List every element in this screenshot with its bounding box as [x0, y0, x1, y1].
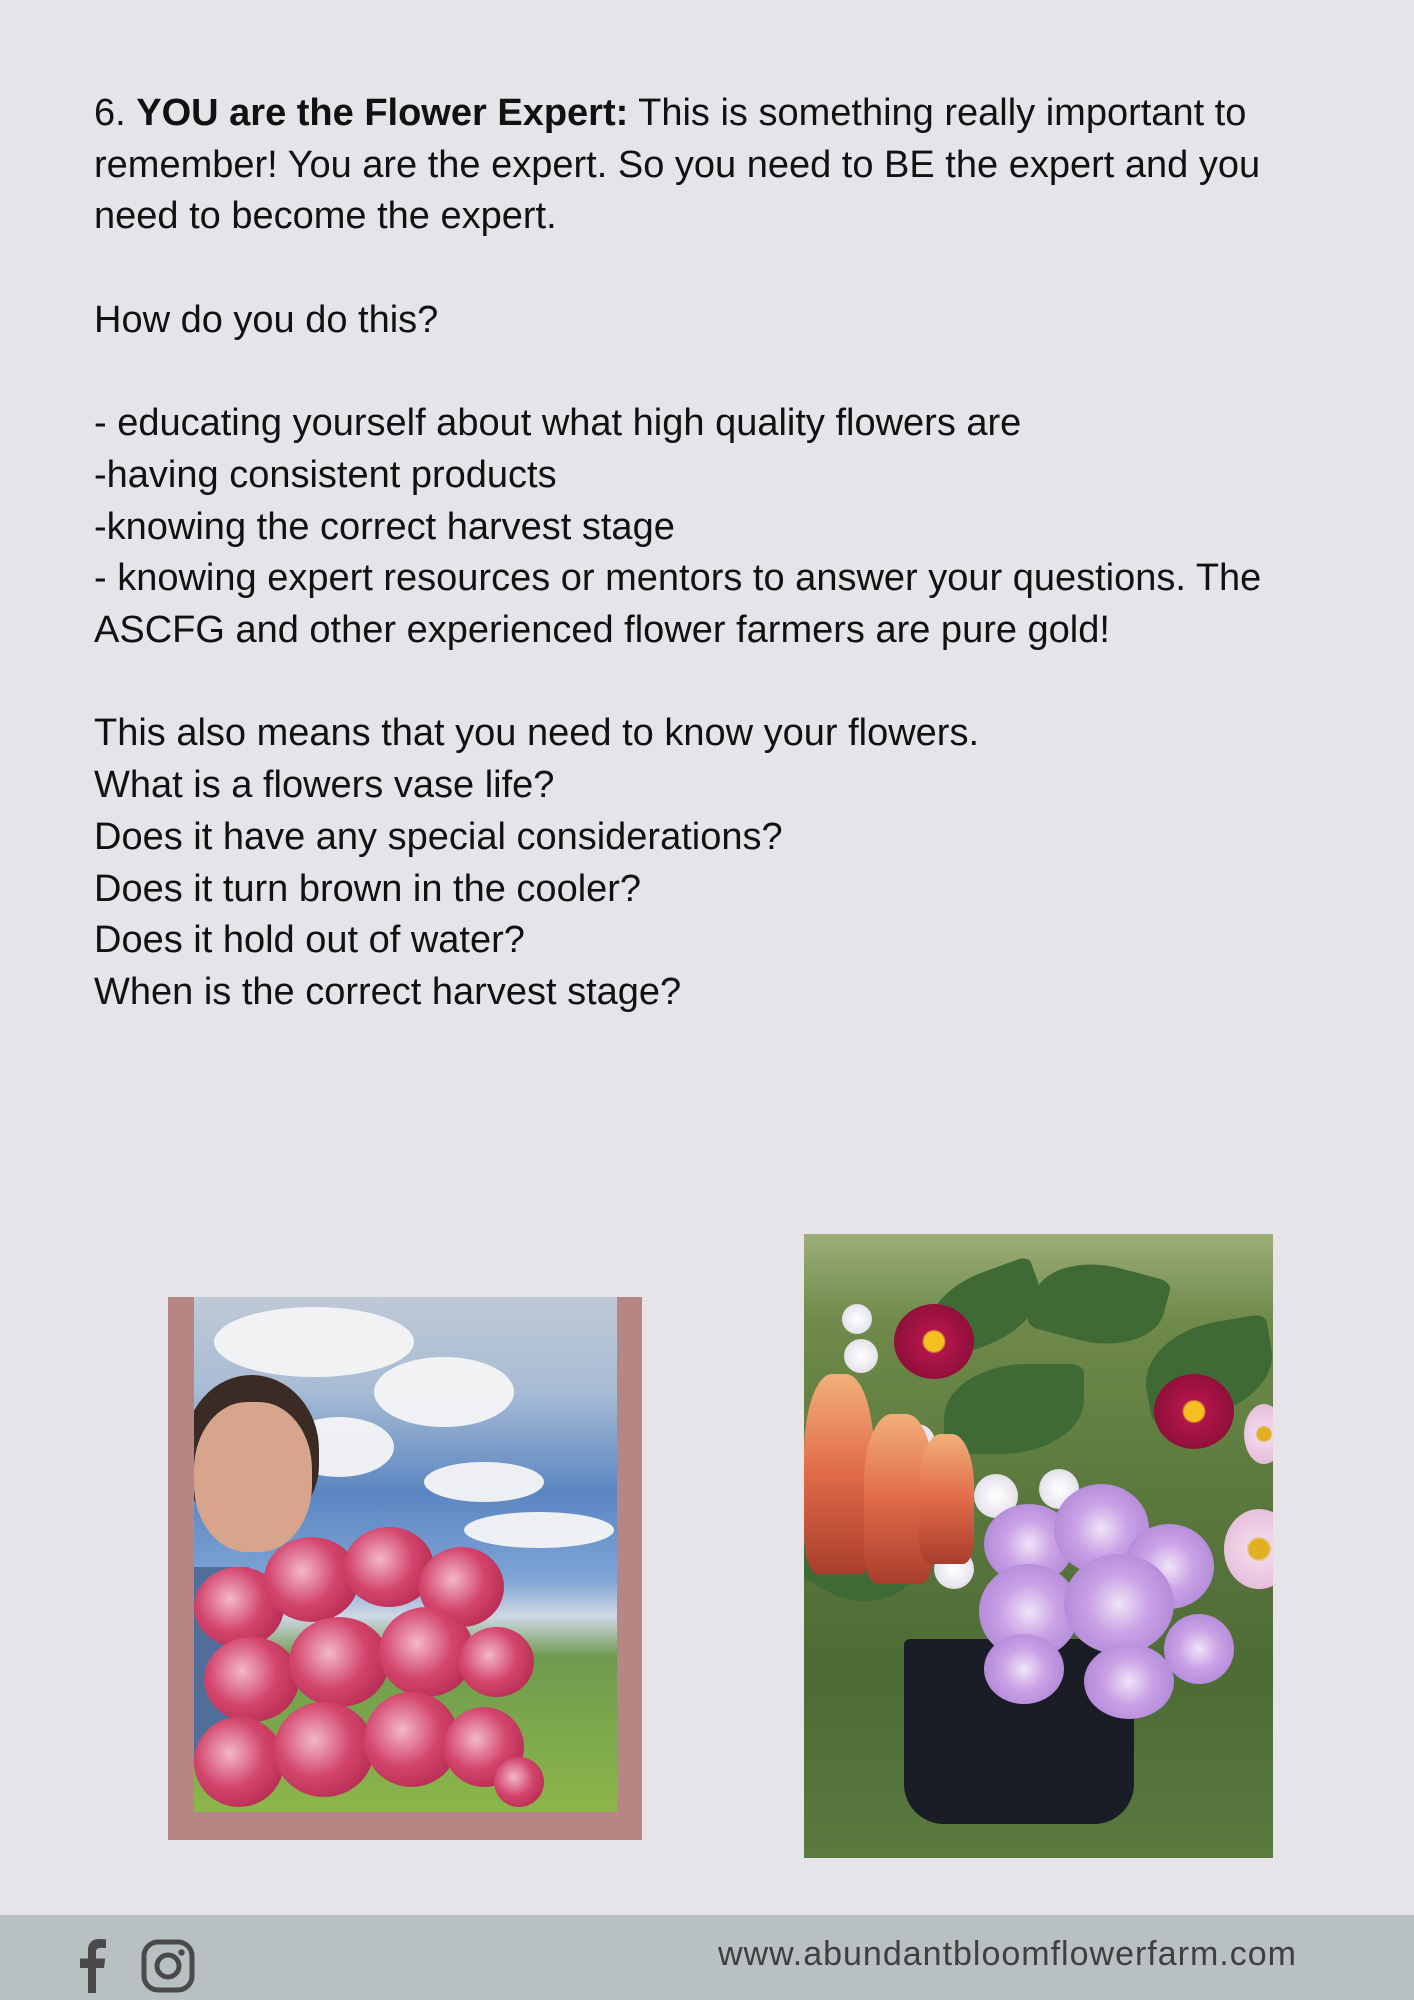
know-line: Does it turn brown in the cooler? [94, 867, 642, 910]
know-line: When is the correct harvest stage? [94, 970, 682, 1013]
bullet-line: - knowing expert resources or mentors to answer your questions. The ASCFG and other experienced flower farmers are pure gold! [94, 557, 1262, 651]
flower-bucket-photo [804, 1234, 1273, 1858]
know-line: Does it hold out of water? [94, 919, 525, 962]
main-content [94, 88, 1344, 1019]
footer-bar [0, 1915, 1414, 2000]
know-line: This also means that you need to know your flowers. [94, 712, 980, 755]
question-line: How do you do this? [94, 298, 439, 341]
facebook-icon[interactable] [74, 1937, 108, 1993]
website-url[interactable]: www.abundantbloomflowerfarm.com [717, 1935, 1297, 1973]
intro-body: This is something really important to remember! You are the expert. So you need to BE the expert and you need to become the expert. [94, 92, 1261, 238]
section-heading: YOU are the Flower Expert: [136, 92, 629, 134]
know-line: Does it have any special considerations? [94, 815, 783, 858]
farmer-with-tulips-photo [194, 1297, 617, 1812]
item-number: 6. [94, 92, 137, 134]
intro-paragraph [94, 88, 1344, 243]
instagram-icon[interactable] [141, 1939, 195, 1993]
know-line: What is a flowers vase life? [94, 764, 555, 807]
bullet-line: - educating yourself about what high quality flowers are [94, 402, 1022, 445]
bullet-line: -having consistent products [94, 453, 557, 496]
bullet-line: -knowing the correct harvest stage [94, 505, 675, 548]
